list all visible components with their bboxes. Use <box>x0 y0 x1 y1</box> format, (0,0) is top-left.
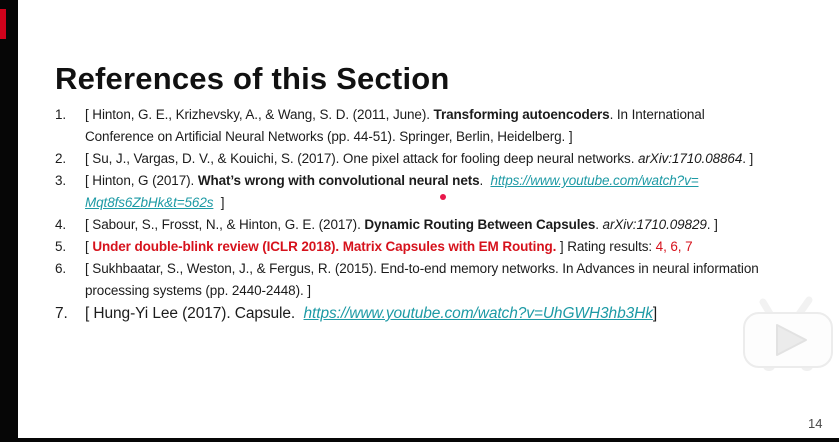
slide-title: References of this Section <box>55 60 450 96</box>
text-segment: [ Sabour, S., Frosst, N., & Hinton, G. E. (2017). <box>85 217 365 232</box>
laser-pointer-dot <box>440 194 446 200</box>
page-number: 14 <box>808 416 823 431</box>
reference-number: 5. <box>55 239 67 254</box>
text-segment: . ] <box>742 151 754 166</box>
text-segment: [ Su, J., Vargas, D. V., & Kouichi, S. (2017). One pixel attack for fooling deep neural networks. <box>85 151 638 166</box>
reference-number: 7. <box>55 305 68 322</box>
reference-text <box>85 258 759 302</box>
reference-item <box>55 214 759 236</box>
reference-text <box>85 170 699 214</box>
reference-item <box>55 170 759 214</box>
reference-item <box>55 148 759 170</box>
text-segment: . In International <box>609 107 705 122</box>
youtube-link[interactable]: https://www.youtube.com/watch?v= <box>490 173 699 188</box>
reference-number: 3. <box>55 173 67 188</box>
text-segment: What’s wrong with convolutional neural nets <box>197 173 480 188</box>
red-accent-marker <box>0 9 6 39</box>
left-edge-bar <box>0 0 18 442</box>
reference-text <box>85 104 705 148</box>
text-segment: [ Hinton, G (2017). <box>85 173 198 188</box>
text-segment: processing systems (pp. 2440-2448). ] <box>85 283 311 298</box>
bottom-edge-bar <box>0 438 839 442</box>
reference-item <box>55 236 759 258</box>
text-segment: Dynamic Routing Between Capsules <box>364 217 596 232</box>
text-segment: Transforming autoencoders <box>433 107 610 122</box>
text-segment: [ Hinton, G. E., Krizhevsky, A., & Wang, S. D. (2011, June). <box>85 107 434 122</box>
text-segment: ] <box>652 305 658 322</box>
reference-text <box>85 302 657 326</box>
text-segment: Conference on Artificial Neural Networks (pp. 44-51). Springer, Berlin, Heidelberg. ] <box>85 129 573 144</box>
reference-number: 2. <box>55 151 67 166</box>
reference-number: 6. <box>55 261 67 276</box>
text-segment: . <box>479 173 491 188</box>
text-segment: [ Sukhbaatar, S., Weston, J., & Fergus, R. (2015). End-to-end memory networks. In Advances in neural information <box>85 261 759 276</box>
reference-number: 4. <box>55 217 67 232</box>
text-segment: Under double-blink review (ICLR 2018). Matrix Capsules with EM Routing. <box>92 239 557 254</box>
reference-text <box>85 214 718 236</box>
text-segment: ] Rating results: <box>556 239 656 254</box>
text-segment: . <box>595 217 603 232</box>
reference-number: 1. <box>55 107 67 122</box>
reference-item <box>55 302 759 326</box>
reference-text <box>85 148 753 170</box>
text-segment: [ <box>85 239 93 254</box>
text-segment: arXiv:1710.09829 <box>602 217 707 232</box>
text-segment: . ] <box>706 217 718 232</box>
references-list <box>55 104 759 326</box>
youtube-link[interactable]: https://www.youtube.com/watch?v=UhGWH3hb3Hk <box>303 305 653 322</box>
reference-item <box>55 104 759 148</box>
text-segment: [ Hung-Yi Lee (2017). Capsule. <box>85 305 304 322</box>
text-segment: arXiv:1710.08864 <box>638 151 743 166</box>
reference-text <box>85 236 693 258</box>
reference-item <box>55 258 759 302</box>
text-segment: 4, 6, 7 <box>655 239 693 254</box>
text-segment: ] <box>213 195 225 210</box>
tv-play-icon[interactable] <box>739 293 837 377</box>
youtube-link[interactable]: Mqt8fs6ZbHk&t=562s <box>85 195 214 210</box>
